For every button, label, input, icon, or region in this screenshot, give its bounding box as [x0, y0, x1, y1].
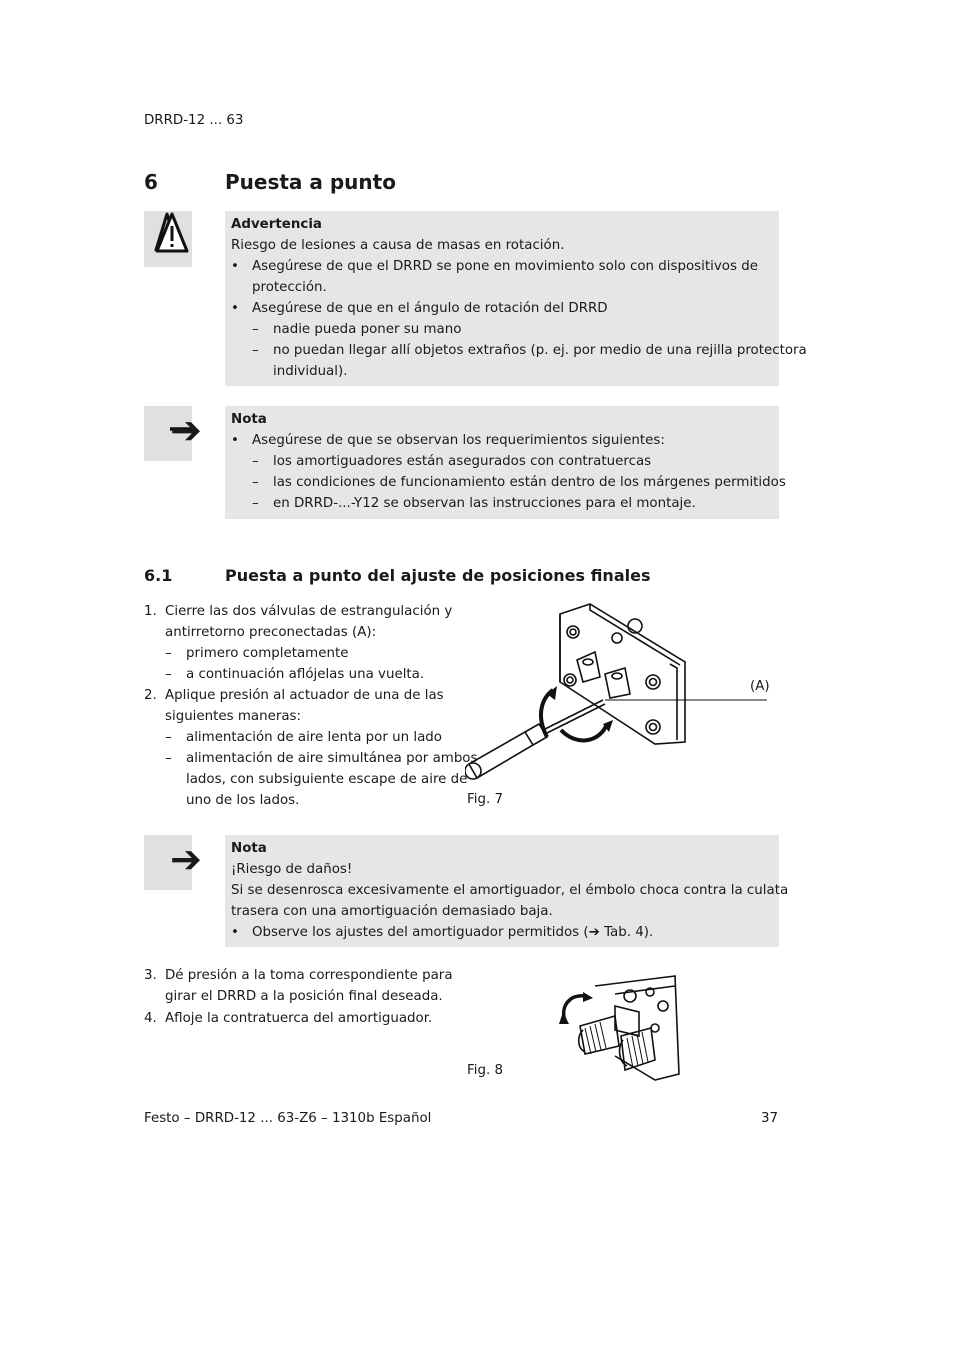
- step-2-text: Aplique presión al actuador de una de las: [165, 688, 444, 703]
- step-3-text: Dé presión a la toma correspondiente para: [165, 968, 453, 983]
- note-dash-1: – los amortiguadores están asegurados con contratuercas: [231, 451, 769, 472]
- note-title: Nota: [231, 412, 267, 427]
- note-dash-3: – en DRRD-...-Y12 se observan las instrucciones para el montaje.: [231, 493, 769, 514]
- warning-dash-2: – no puedan llegar allí objetos extraños (p. ej. por medio de una rejilla protectora: [231, 340, 769, 361]
- steps-list-2: [144, 965, 464, 1029]
- warning-triangle-icon: [144, 211, 192, 267]
- note-text-1: ¡Riesgo de daños!: [231, 862, 353, 877]
- warning-icon-box: [144, 211, 192, 267]
- step-1-text-cont: antirretorno preconectadas (A):: [165, 625, 377, 640]
- figure-7-caption: Fig. 7: [467, 792, 503, 807]
- footer-text: Festo – DRRD-12 ... 63-Z6 – 1310b Español: [144, 1111, 432, 1126]
- note-box-1: [225, 406, 786, 519]
- subsection-number: 6.1: [144, 566, 173, 585]
- document-id: DRRD-12 ... 63: [144, 113, 244, 128]
- step-number: 4.: [144, 1011, 157, 1026]
- steps-list-1: [144, 601, 478, 811]
- note-dash-2: – las condiciones de funcionamiento están dentro de los márgenes permitidos: [231, 472, 769, 493]
- figure-8-illustration: [555, 966, 685, 1084]
- warning-title: Advertencia: [231, 217, 322, 232]
- step-2-text-cont: siguientes maneras:: [165, 709, 302, 724]
- step-2-dash-2-cont: uno de los lados.: [186, 793, 300, 808]
- warning-bullet-1: • Asegúrese de que el DRRD se pone en movimiento solo con dispositivos de: [231, 256, 769, 277]
- step-2-dash-2-cont: lados, con subsiguiente escape de aire de: [186, 772, 468, 787]
- subsection-title: Puesta a punto del ajuste de posiciones finales: [225, 566, 651, 585]
- section-number: 6: [144, 170, 158, 194]
- step-number: 1.: [144, 604, 157, 619]
- figure-7-illustration: [465, 602, 775, 792]
- step-4-text: Afloje la contratuerca del amortiguador.: [165, 1011, 433, 1026]
- note-title: Nota: [231, 841, 267, 856]
- note-text-3: trasera con una amortiguación demasiado baja.: [231, 904, 553, 919]
- figure-8-caption: Fig. 8: [467, 1063, 503, 1078]
- warning-box: [225, 211, 807, 386]
- step-number: 3.: [144, 968, 157, 983]
- section-title: Puesta a punto: [225, 170, 396, 194]
- warning-bullet-1-cont: protección.: [252, 280, 327, 295]
- warning-text: Riesgo de lesiones a causa de masas en rotación.: [231, 238, 565, 253]
- note-box-2: [225, 835, 789, 947]
- step-1-dash-2: – a continuación aflójelas una vuelta.: [144, 664, 464, 685]
- step-1-text: Cierre las dos válvulas de estrangulación y: [165, 604, 453, 619]
- arrow-right-icon: ➔: [170, 837, 202, 881]
- page-number: 37: [760, 1111, 778, 1126]
- note-bullet-1: • Observe los ajustes del amortiguador permitidos (➔ Tab. 4).: [231, 922, 769, 943]
- step-2-dash-1: – alimentación de aire lenta por un lado: [144, 727, 464, 748]
- warning-dash-1: – nadie pueda poner su mano: [231, 319, 769, 340]
- arrow-right-icon: ➔: [170, 408, 202, 452]
- note-text-2: Si se desenrosca excesivamente el amortiguador, el émbolo choca contra la culata: [231, 883, 789, 898]
- warning-dash-2-cont: individual).: [273, 364, 348, 379]
- step-1-dash-1: – primero completamente: [144, 643, 464, 664]
- step-number: 2.: [144, 688, 157, 703]
- callout-label: (A): [750, 679, 770, 694]
- step-2-dash-2: – alimentación de aire simultánea por ambos: [144, 748, 464, 769]
- warning-bullet-2: • Asegúrese de que en el ángulo de rotación del DRRD: [231, 298, 769, 319]
- note-bullet-1: • Asegúrese de que se observan los requerimientos siguientes:: [231, 430, 769, 451]
- step-3-text-cont: girar el DRRD a la posición final deseada.: [165, 989, 443, 1004]
